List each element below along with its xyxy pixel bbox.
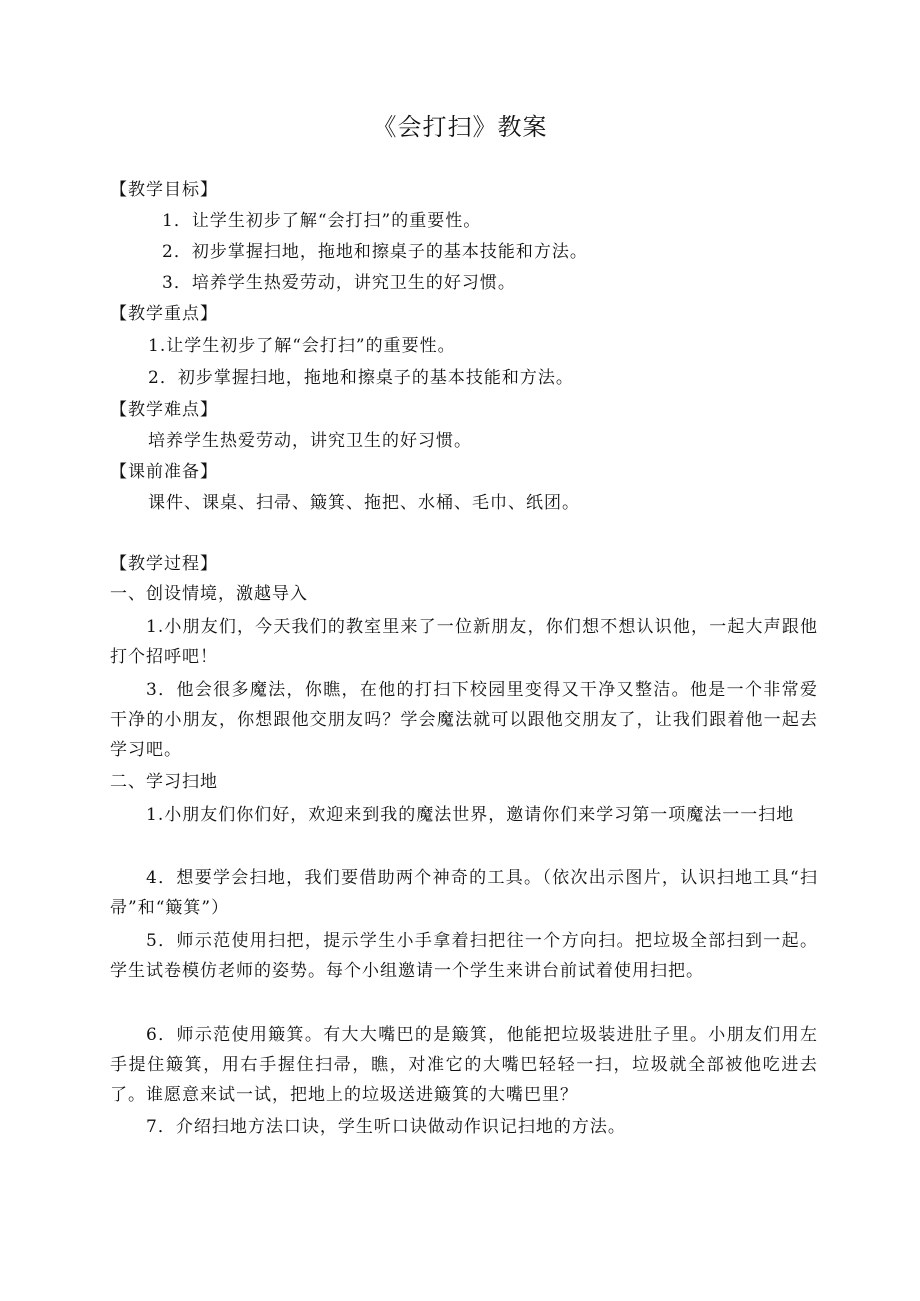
process-heading: 【教学过程】 [110,554,218,574]
section-1-heading: 一、创设情境，激越导入 [110,584,308,604]
difficulties-text: 培养学生热爱劳动，讲究卫生的好习惯。 [148,431,472,451]
section-1-paragraph-2: 3．他会很多魔法，你瞧，在他的打扫下校园里变得又干净又整洁。他是一个非常爱干净的小朋友，你想跟他交朋友吗？学会魔法就可以跟他交朋友了，让我们跟着他一起去学习吧。 [110,680,818,760]
goal-item-1: 1．让学生初步了解“会打扫”的重要性。 [162,211,482,231]
goal-item-2: 2．初步掌握扫地，拖地和擦桌子的基本技能和方法。 [162,242,588,262]
goals-heading: 【教学目标】 [110,180,218,200]
section-2-paragraph-3: 5．师示范使用扫把，提示学生小手拿着扫把往一个方向扫。把垃圾全部扫到一起。学生试卷模仿老师的姿势。每个小组邀请一个学生来讲台前试着使用扫把。 [110,931,818,981]
document-title: 《会打扫》教案 [372,113,548,141]
difficulties-heading: 【教学难点】 [110,400,218,420]
section-2-paragraph-4: 6．师示范使用簸箕。有大大嘴巴的是簸箕，他能把垃圾装进肚子里。小朋友们用左手提住簸箕，用右手握住扫帚，瞧，对准它的大嘴巴轻轻一扫，垃圾就全部被他吃进去了。谁愿意来试一试，把地上的垃圾送进簸箕的大嘴巴里？ [110,1025,818,1105]
preparation-text: 课件、课桌、扫帚、簸箕、拖把、水桶、毛巾、纸团。 [148,493,580,513]
section-1-paragraph-1: 1.小朋友们，今天我们的教室里来了一位新朋友，你们想不想认识他，一起大声跟他打个招呼吧！ [110,617,818,667]
preparation-heading: 【课前准备】 [110,462,218,482]
section-2-heading: 二、学习扫地 [110,772,218,792]
section-2-paragraph-1: 1.小朋友们你们好，欢迎来到我的魔法世界，邀请你们来学习第一项魔法一一扫地 [146,805,795,825]
key-points-heading: 【教学重点】 [110,304,218,324]
section-2-paragraph-5: 7．介绍扫地方法口诀，学生听口诀做动作识记扫地的方法。 [146,1117,626,1137]
key-point-item-1: 1.让学生初步了解“会打扫”的重要性。 [148,336,456,356]
key-point-item-2: 2．初步掌握扫地，拖地和擦桌子的基本技能和方法。 [148,368,574,388]
goal-item-3: 3．培养学生热爱劳动，讲究卫生的好习惯。 [162,273,516,293]
section-2-paragraph-2: 4．想要学会扫地，我们要借助两个神奇的工具。（依次出示图片，认识扫地工具“扫帚”和“簸箕”） [110,868,818,918]
